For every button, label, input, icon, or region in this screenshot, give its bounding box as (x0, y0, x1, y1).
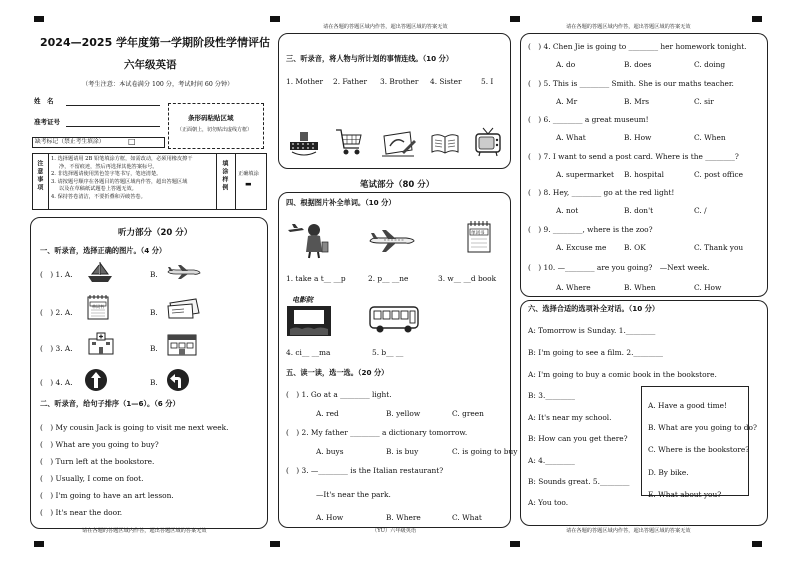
mc-option[interactable]: A. red (316, 409, 339, 418)
mc-question[interactable]: ( ) 7. I want to send a post card. Where is the ________? (528, 152, 739, 161)
trip-icon (286, 218, 330, 258)
part2-list (40, 419, 228, 521)
registration-mark (34, 16, 44, 22)
mc-option[interactable]: A. Mr (556, 97, 578, 106)
option-item: D. By bike. (648, 467, 689, 477)
dialog-line[interactable]: B: I'm going to see a film. 2.________ (528, 348, 663, 357)
notes-divider (48, 153, 49, 210)
airplane-icon (166, 264, 202, 280)
registration-mark (34, 541, 44, 547)
question-number[interactable]: ( ) 4. A. (40, 378, 73, 387)
go-straight-sign-icon (84, 368, 108, 392)
fill-correct-mark: ▬ (245, 180, 252, 188)
id-field[interactable] (66, 126, 160, 127)
listening-part2-title: 二、听录音，给句子排序（1—6）。（6 分） (40, 399, 180, 408)
option-b-label: B. (150, 344, 158, 353)
option-b-label: B. (150, 270, 158, 279)
exam-subtitle: 六年级英语 (124, 59, 177, 71)
cinema-icon (286, 305, 332, 337)
mc-option[interactable]: A. What (556, 133, 586, 142)
mc-option[interactable]: C. When (694, 133, 726, 142)
person-label: 2. Father (333, 77, 368, 86)
fill-word-item[interactable]: 4. ci__ __ma (286, 348, 331, 357)
id-label: 准考证号 (34, 118, 60, 126)
mc-option[interactable]: C. / (694, 206, 707, 215)
mc-option[interactable]: C. sir (694, 97, 714, 106)
mc-question[interactable]: ( ) 2. My father ________ a dictionary tomorrow. (286, 428, 468, 437)
mc-option[interactable]: B. How (624, 133, 652, 142)
post-office-icon (166, 332, 198, 356)
mc-option[interactable]: C. doing (694, 60, 726, 69)
notes-list (51, 156, 193, 202)
mc-option[interactable]: B. OK (624, 243, 646, 252)
book-icon (430, 132, 460, 156)
bottom-notice: 请在各题的答题区域内作答，超出答题区域的答案无效 (566, 528, 691, 534)
fill-word-item[interactable]: 1. take a t__ __p (286, 274, 346, 283)
name-field[interactable] (66, 105, 160, 106)
barcode-note: （正面朝上，切勿贴出虚线方框） (177, 127, 253, 133)
fill-correct-label: 正确填涂 (238, 171, 259, 177)
list-item[interactable]: ( ) My cousin Jack is going to visit me next week. (40, 423, 229, 432)
bus-icon (368, 304, 420, 334)
mc-question[interactable]: ( ) 5. This is ________ Smith. She is our maths teacher. (528, 79, 734, 88)
mc-option[interactable]: A. not (556, 206, 579, 215)
barcode-area (168, 103, 264, 149)
registration-mark (752, 16, 762, 22)
top-notice: 请在各题的答题区域内作答，超出答题区域的答案无效 (566, 24, 691, 30)
exam-info: （考生注意：本试卷满分 100 分，考试时间 60 分钟） (82, 81, 234, 88)
part5-continued-section (520, 33, 768, 297)
list-item[interactable]: ( ) What are you going to buy? (40, 440, 159, 449)
note-line: 2. 非选择题请使用黑色签字笔书写，笔迹清楚。 (51, 171, 162, 178)
question-number[interactable]: ( ) 1. A. (40, 270, 73, 279)
ship-icon (86, 260, 114, 284)
part6-title: 六、选择合适的选项补全对话。（10 分） (528, 304, 660, 313)
dialog-line[interactable]: B: 3.________ (528, 391, 575, 400)
mc-question-answer: —It's near the park. (316, 490, 391, 499)
options-list (648, 395, 757, 506)
mc-option[interactable]: A. How (316, 513, 344, 522)
registration-mark (270, 541, 280, 547)
hospital-icon (86, 331, 116, 355)
dialog-line: A: I'm going to buy a comic book in the bookstore. (528, 370, 717, 379)
mc-option[interactable]: B. When (624, 283, 656, 292)
exam-title: 2024—2025 学年度第一学期阶段性学情评估 (40, 36, 271, 49)
option-b-label: B. (150, 308, 158, 317)
registration-mark (510, 541, 520, 547)
fill-word-item[interactable]: 5. b__ __ (372, 348, 404, 357)
top-notice: 请在各题的答题区域内作答，超出答题区域的答案无效 (323, 24, 448, 30)
dialog-line[interactable]: A: Tomorrow is Sunday. 1.________ (528, 326, 656, 335)
mc-question[interactable]: ( ) 9. ________, where is the zoo? (528, 225, 653, 234)
absent-checkbox[interactable]: □ (128, 137, 136, 146)
mc-option[interactable]: B. don't (624, 206, 654, 215)
mc-option[interactable]: A. Excuse me (556, 243, 607, 252)
registration-mark (752, 541, 762, 547)
written-title: 笔试部分（80 分） (360, 180, 435, 190)
mc-question[interactable]: ( ) 4. Chen Jie is going to ________ her homework tonight. (528, 42, 747, 51)
mc-option[interactable]: C. green (452, 409, 484, 418)
mc-option[interactable]: C. Thank you (694, 243, 744, 252)
part3-title: 三、听录音，将人物与所计划的事情连线。（10 分） (286, 54, 454, 63)
dialog-line[interactable]: B: Sounds great. 5.________ (528, 477, 630, 486)
question-number[interactable]: ( ) 3. A. (40, 344, 73, 353)
part5-title: 五、读一读，选一选。（20 分） (286, 368, 389, 377)
note-line: 1. 选择题请用 2B 铅笔填涂方框，如需改动，必须用橡皮擦干 (51, 156, 193, 162)
mc-option[interactable]: C. How (694, 283, 722, 292)
dialog-line: B: How can you get there? (528, 434, 628, 443)
listening-part1-title: 一、听录音，选择正确的图片。（4 分） (40, 246, 167, 255)
fill-word-item[interactable]: 3. w__ __d book (438, 274, 497, 283)
note-line: 4. 保持答卷清洁，不要折叠和弄破答卷。 (51, 193, 146, 200)
mc-question[interactable]: ( ) 1. Go at a ________ light. (286, 390, 392, 399)
option-item: A. Have a good time! (648, 401, 727, 410)
turn-left-sign-icon (166, 368, 190, 392)
mc-option[interactable]: B. hospital (624, 170, 664, 179)
question-number[interactable]: ( ) 2. A. (40, 308, 73, 317)
person-label: 3. Brother (380, 77, 419, 86)
mc-option[interactable]: A. buys (316, 447, 344, 456)
list-item[interactable]: ( ) I'm going to have an art lesson. (40, 491, 174, 500)
dialog-line: A: It's near my school. (528, 413, 612, 422)
option-item: C. Where is the bookstore? (648, 445, 750, 455)
film-icon (288, 130, 320, 158)
option-item: B. What are you going to do? (648, 423, 757, 433)
mc-option[interactable]: A. Where (556, 283, 591, 292)
television-icon (474, 126, 502, 158)
mc-option[interactable]: B. Where (386, 513, 421, 522)
list-item[interactable]: ( ) It's near the door. (40, 508, 123, 517)
list-item[interactable]: ( ) Turn left at the bookstore. (40, 457, 155, 466)
mc-option[interactable]: B. Mrs (624, 97, 650, 106)
registration-mark (270, 16, 280, 22)
mc-option[interactable]: A. supermarket (556, 170, 614, 179)
fill-word-item[interactable]: 2. p__ __ne (368, 274, 409, 283)
listening-title: 听力部分（20 分） (118, 228, 193, 238)
mc-question[interactable]: ( ) 3. —________ is the Italian restaurant? (286, 466, 444, 475)
postcard-icon (166, 297, 202, 319)
mc-question[interactable]: ( ) 6. ________ a great museum! (528, 115, 649, 124)
note-line: 以及在草稿纸试题卷上答题无效。 (59, 186, 137, 193)
notes-title: 注意事项 (35, 160, 43, 192)
drawing-icon (380, 128, 416, 158)
name-label: 姓 名 (34, 97, 54, 105)
list-item[interactable]: ( ) Usually, I come on foot. (40, 474, 144, 483)
word-book-label: 单词书 (471, 231, 485, 236)
absent-label: 缺考标记（禁止考生填涂） (35, 139, 105, 145)
mc-option[interactable]: B. yellow (386, 409, 421, 418)
option-b-label: B. (150, 378, 158, 387)
note-line: 3. 请按题号顺序在各题目的答题区域内作答，超出答题区域 (51, 178, 188, 185)
registration-mark (510, 16, 520, 22)
mc-question[interactable]: ( ) 8. Hey, ________ go at the red light! (528, 188, 675, 197)
footer-label: （YU）六年级英语 (372, 528, 417, 534)
plane-icon (368, 228, 416, 254)
mc-question[interactable]: ( ) 10. —________ are you going? —Next week. (528, 263, 710, 272)
mc-option[interactable]: B. does (624, 60, 652, 69)
dialog-line[interactable]: A: 4.________ (528, 456, 575, 465)
mc-option[interactable]: C. What (452, 513, 482, 522)
person-label: 1. Mother (286, 77, 324, 86)
word-book-icon (466, 220, 492, 254)
option-item: E. What about you? (648, 489, 722, 499)
part4-title: 四、根据图片补全单词。（10 分） (286, 198, 396, 207)
mc-option[interactable]: A. do (556, 60, 576, 69)
fill-sample-label: 填涂样例 (220, 160, 228, 192)
notes-divider (235, 153, 236, 210)
cinema-label: 电影院 (292, 296, 313, 304)
mc-option[interactable]: C. is going to buy (452, 447, 518, 456)
mc-option[interactable]: C. post office (694, 170, 743, 179)
shopping-cart-icon (334, 126, 364, 158)
mc-option[interactable]: B. is buy (386, 447, 419, 456)
barcode-label: 条形码粘贴区域 (188, 114, 234, 122)
person-label: 4. Sister (430, 77, 462, 86)
word-book-label: 单词书 (92, 304, 104, 309)
note-line: 净，不留痕迹，然后再选择其他答案标号。 (59, 163, 158, 170)
notes-divider (216, 153, 217, 210)
dialog-line: A: You too. (528, 498, 569, 507)
bottom-notice: 请在各题的答题区域内作答，超出答题区域的答案无效 (82, 528, 207, 534)
person-label: 5. I (481, 77, 494, 86)
